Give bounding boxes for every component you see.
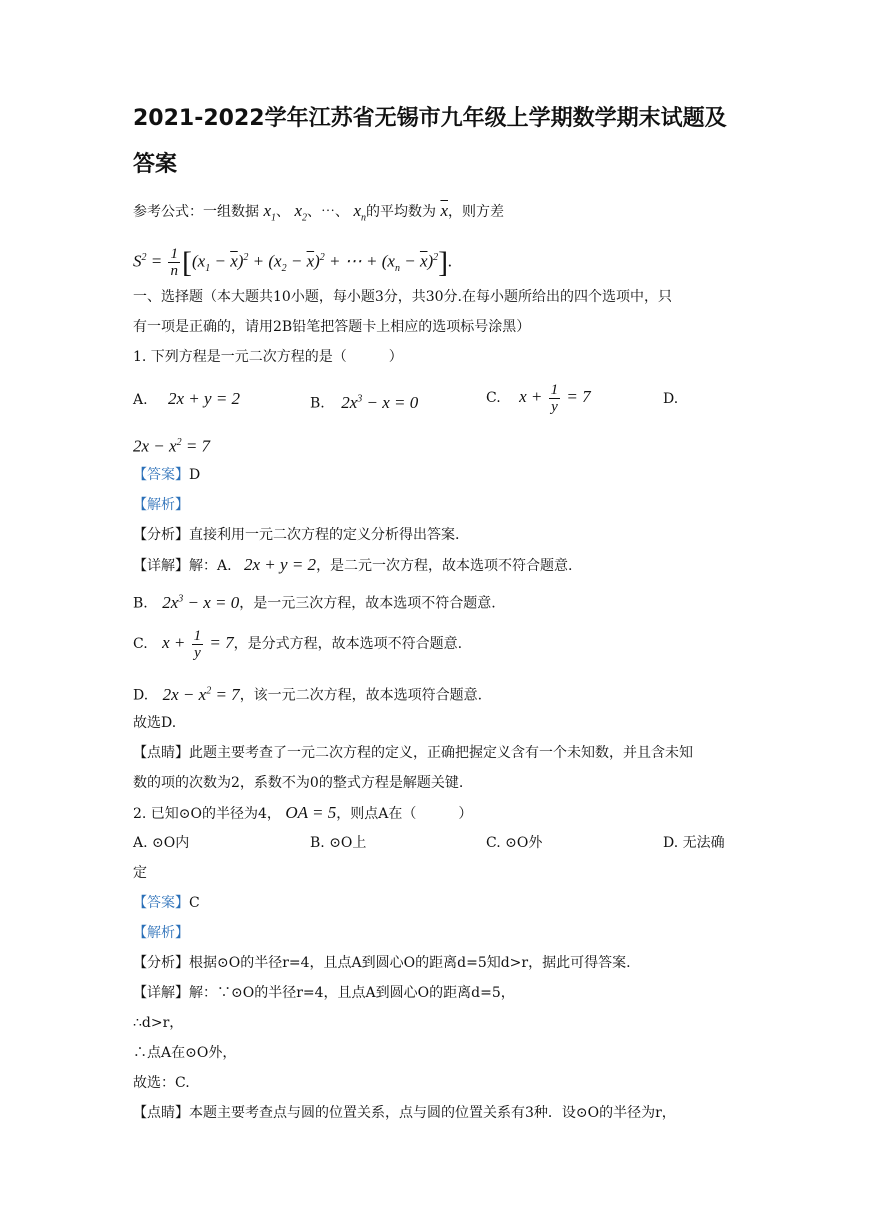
q1-fenxi: 【分析】直接利用一元二次方程的定义分析得出答案.: [133, 527, 460, 543]
q1-option-b: B. $2x^3 - x = 0$: [310, 392, 419, 412]
q1-analysis-tag: 【解析】: [133, 497, 189, 513]
q1-guxuan: 故选D.: [133, 715, 177, 731]
q1-option-a: A. 2x + y = 2: [133, 389, 241, 408]
q2-option-b: B. ⊙O上: [310, 835, 367, 851]
q1-answer: 【答案】D: [133, 467, 201, 483]
section1-line1: 一、选择题（本大题共10小题，每小题3分，共30分.在每小题所给出的四个选项中，只: [133, 289, 672, 305]
q1-xiangjie-a: 【详解】解：A. 2x + y = 2，是二元一次方程，故本选项不符合题意.: [133, 555, 573, 574]
q1-xiangjie-d: D. $2x - x^2 = 7$，该一元二次方程，故本选项符合题意.: [133, 684, 483, 704]
section1-line2: 有一项是正确的，请用2B铅笔把答题卡上相应的选项标号涂黑）: [133, 319, 531, 335]
q1-option-c: C. x + $\frac{1}{y}$ = 7: [486, 381, 591, 415]
q2-analysis-tag: 【解析】: [133, 925, 189, 941]
q1-dianjing-line1: 【点睛】此题主要考查了一元二次方程的定义，正确把握定义含有一个未知数，并且含未知: [133, 745, 693, 761]
doc-title-line2: 答案: [133, 152, 178, 177]
q2-option-d: D. 无法确: [663, 835, 725, 851]
doc-title-line1: 2021-2022学年江苏省无锡市九年级上学期数学期末试题及: [133, 106, 727, 131]
q1-xiangjie-b: B. $2x^3 - x = 0$，是一元三次方程，故本选项不符合题意.: [133, 592, 496, 612]
q2-option-d-cont: 定: [133, 865, 147, 881]
q2-dianjing: 【点睛】本题主要考查点与圆的位置关系，点与圆的位置关系有3种．设⊙O的半径为r，: [133, 1105, 676, 1121]
q1-option-d-formula: $2x - x^2 = 7$: [133, 436, 211, 456]
q1-stem: 1. 下列方程是一元二次方程的是（ ）: [133, 349, 403, 365]
q2-xiangjie: 【详解】解：∵⊙O的半径r=4，且点A到圆心O的距离d=5，: [133, 985, 515, 1001]
q2-stem: 2. 已知⊙O的半径为4， OA = 5，则点A在（ ）: [133, 803, 473, 822]
q2-option-a: A. ⊙O内: [133, 835, 190, 851]
q2-answer: 【答案】C: [133, 895, 200, 911]
q2-fenxi: 【分析】根据⊙O的半径r=4，且点A到圆心O的距离d=5知d>r，据此可得答案.: [133, 955, 631, 971]
q1-xiangjie-c: C. x + $\frac{1}{y}$ = 7，是分式方程，故本选项不符合题意.: [133, 627, 463, 661]
q1-option-d: D.: [663, 391, 679, 407]
q1-dianjing-line2: 数的项的次数为2，系数不为0的整式方程是解题关键.: [133, 775, 464, 791]
variance-formula: $S^2$ = $\frac{1}{n}$ [$(x_1 - \overline{x})^2 + (x_2 - \overline{x})^2$ + ⋯ + $(x_n - \overline{x})^2$].: [133, 245, 453, 280]
q2-step1: ∴d>r，: [133, 1015, 184, 1031]
q2-guxuan: 故选：C.: [133, 1075, 190, 1091]
q2-step2: ∴点A在⊙O外，: [133, 1045, 237, 1061]
formula-intro: 参考公式：一组数据 $x_1$、 $x_2$、⋯、 $x_n$的平均数为 $\overline{x}$，则方差: [133, 201, 504, 224]
q2-option-c: C. ⊙O外: [486, 835, 543, 851]
